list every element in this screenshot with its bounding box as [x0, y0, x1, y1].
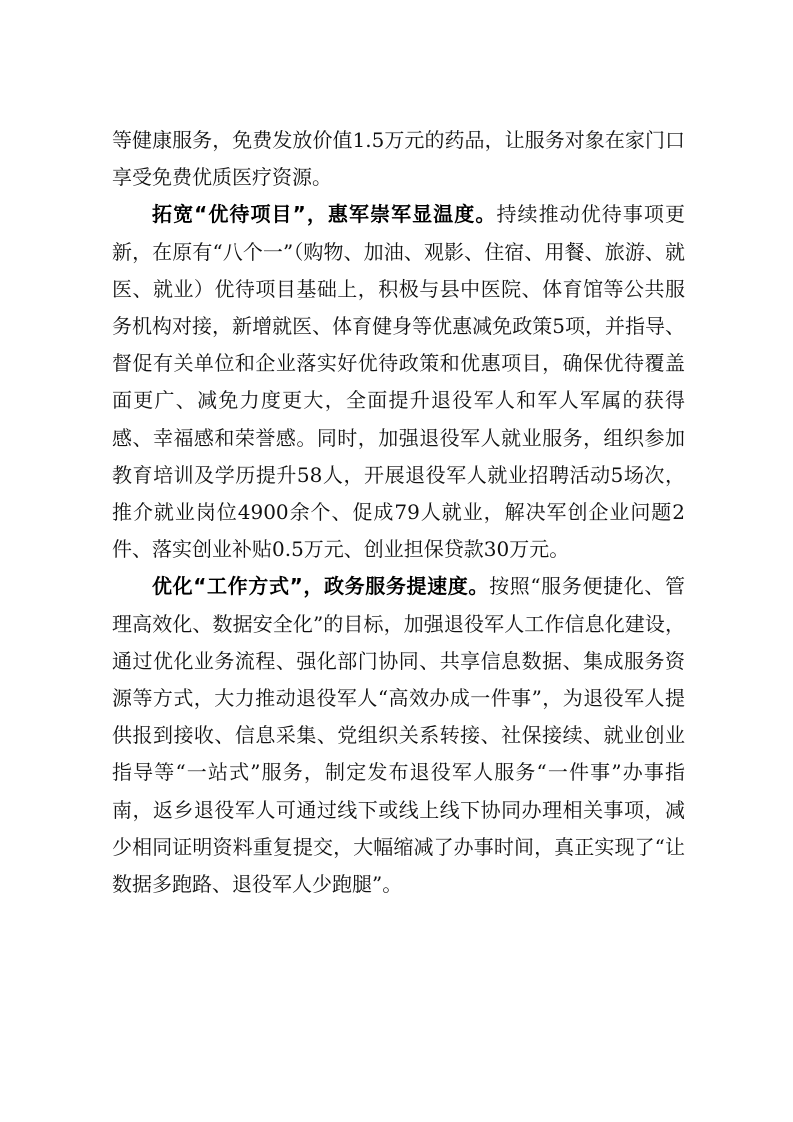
paragraph-heading: 拓宽“优待项目”，惠军崇军显温度。	[152, 202, 497, 227]
paragraph-continuation	[112, 122, 685, 196]
paragraph-text: 持续推动优待事项更新，在原有“八个一”（购物、加油、观影、住宿、用餐、旅游、就医、就业）优待项目基础上，积极与县中医院、体育馆等公共服务机构对接，新增就医、体育健身等优惠减免政策5项，并指导、督促有关单位和企业落实好优待政策和优惠项目，确保优待覆盖面更广、减免力度更大，全面提升退役军人和军人军属的获得感、幸福感和荣誉感。同时，加强退役军人就业服务，组织参加教育培训及学历提升58人，开展退役军人就业招聘活动5场次，推介就业岗位4900余个、促成79人就业，解决军创企业问题2件、落实创业补贴0.5万元、创业担保贷款30万元。	[112, 202, 685, 562]
paragraph-heading: 优化“工作方式”，政务服务提速度。	[152, 574, 490, 599]
paragraph-work-methods	[112, 568, 685, 903]
paragraph-text: 等健康服务，免费发放价值1.5万元的药品，让服务对象在家门口享受免费优质医疗资源。	[112, 128, 685, 190]
document-body	[112, 122, 685, 903]
paragraph-preferential-items	[112, 196, 685, 568]
paragraph-text: 按照“服务便捷化、管理高效化、数据安全化”的目标，加强退役军人工作信息化建设，通过优化业务流程、强化部门协同、共享信息数据、集成服务资源等方式，大力推动退役军人“高效办成一件事”，为退役军人提供报到接收、信息采集、党组织关系转接、社保接续、就业创业指导等“一站式”服务，制定发布退役军人服务“一件事”办事指南，返乡退役军人可通过线下或线上线下协同办理相关事项，减少相同证明资料重复提交，大幅缩减了办事时间，真正实现了“让数据多跑路、退役军人少跑腿”。	[112, 574, 685, 897]
